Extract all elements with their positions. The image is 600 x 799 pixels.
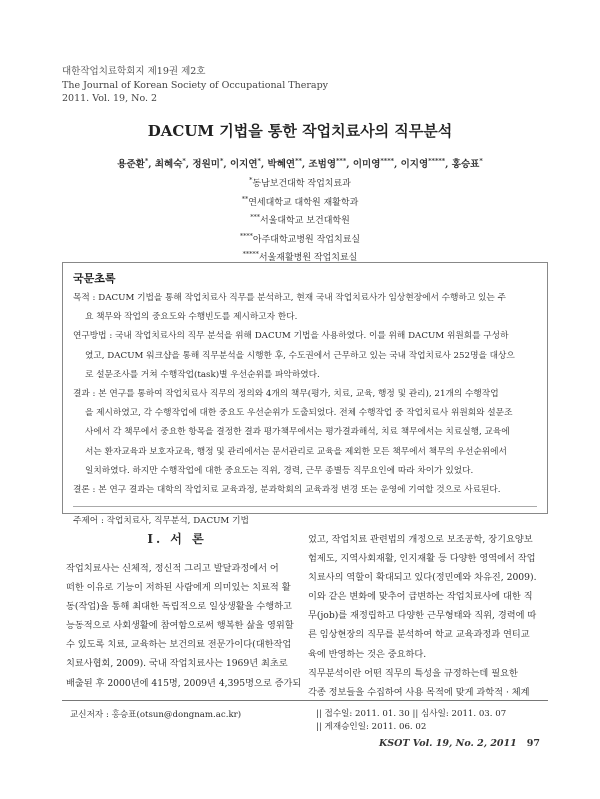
author-affiliation-mark: ***** xyxy=(428,156,446,165)
author-affiliation-mark: * xyxy=(182,156,186,165)
abstract-line: 일치하였다. 하지만 수행작업에 대한 중요도는 직위, 경력, 근무 종별등 직무요인에 따라 차이가 있었다. xyxy=(85,465,474,476)
footer-divider xyxy=(62,700,548,701)
abstract-line: 을 제시하였고, 각 수행작업에 대한 중요도 우선순위가 도출되었다. 전체 수행작업 중 작업치료사 위원회와 설문조 xyxy=(85,408,513,419)
right-column-text xyxy=(308,530,538,702)
submission-dates xyxy=(316,708,506,734)
author-name: 최혜숙 xyxy=(154,159,183,170)
body-text-line: 각종 정보들을 수집하여 사용 목적에 맞게 과학적 · 체계 xyxy=(308,686,530,698)
affiliation-item xyxy=(0,212,600,231)
accepted-date: || 게재승인일: 2011. 06. 02 xyxy=(316,722,427,732)
affiliation-text: 연세대학교 대학원 재활학과 xyxy=(248,197,359,208)
corresponding-author: 교신저자 : 홍승표(otsun@dongnam.ac.kr) xyxy=(70,710,242,720)
author-name: 조범영 xyxy=(308,159,337,170)
affiliation-item xyxy=(0,231,600,250)
author-affiliation-mark: * xyxy=(257,156,261,165)
affiliation-text: 서울재활병원 작업치료실 xyxy=(258,253,358,263)
body-text-line: 배출된 후 2000년에 415명, 2009년 4,395명으로 증가되 xyxy=(66,677,302,689)
author-name: 이미영 xyxy=(352,159,381,170)
abstract-heading: 국문초록 xyxy=(73,272,116,285)
affiliation-mark: * xyxy=(249,176,253,184)
affiliation-mark: *** xyxy=(250,213,260,221)
page-footer xyxy=(379,738,540,749)
body-text-line: 동(작업)을 통해 최대한 독립적으로 일상생활을 수행하고 xyxy=(66,601,292,613)
abstract-line: 요 책무와 작업의 중요도와 수행빈도를 제시하고자 한다. xyxy=(85,312,298,323)
author-list: 용준환*, 최혜숙*, 정원미*, 이지연*, 박혜연**, 조범영***, 이미영****, 이지영*****, 홍승표* xyxy=(117,156,483,170)
author-name: 홍승표 xyxy=(451,159,480,170)
journal-header xyxy=(62,65,328,106)
body-text-line: 능동적으로 사회생활에 참여함으로써 행복한 삶을 영위할 xyxy=(66,620,294,632)
abstract-line: 사에서 각 책무에서 중요한 항목을 결정한 결과 평가책무에서는 평가결과해석, 치료 책무에서는 치료실행, 교육에 xyxy=(85,427,510,438)
affiliation-mark: ***** xyxy=(242,250,259,258)
abstract-body xyxy=(73,289,537,500)
affiliation-item xyxy=(0,194,600,213)
journal-english-name: The Journal of Korean Society of Occupational Therapy xyxy=(62,79,329,91)
section-heading-introduction: Ⅰ. 서 론 xyxy=(147,532,207,546)
author-name: 박혜연 xyxy=(267,159,296,170)
received-reviewed-dates: || 접수일: 2011. 01. 30 || 심사일: 2011. 03. 07 xyxy=(316,709,507,719)
body-text-line: 른 임상현장의 직무를 분석하여 학교 교육과정과 연티교 xyxy=(308,629,530,641)
author-name: 이지영 xyxy=(400,159,429,170)
affiliation-mark: ** xyxy=(241,194,249,203)
author-name: 이지연 xyxy=(229,159,258,170)
abstract-line: 결과 : 본 연구를 통하여 작업치료사 직무의 정의와 4개의 책무(평가, 치료, 교육, 행정 및 관리), 21개의 수행작업 xyxy=(73,389,499,400)
journal-korean-name: 대한작업치료학회지 제19권 제2호 xyxy=(62,66,206,77)
author-affiliation-mark: ** xyxy=(295,156,302,165)
body-text-line: 치료사협회, 2009). 국내 작업치료사는 1969년 최초로 xyxy=(66,658,288,670)
affiliation-list xyxy=(0,175,600,268)
author-affiliation-mark: *** xyxy=(336,156,347,165)
journal-volume: 2011. Vol. 19, No. 2 xyxy=(62,93,158,104)
author-affiliation-mark: * xyxy=(479,156,483,165)
body-text-line: 험제도, 지역사회재활, 인지재활 등 다양한 영역에서 작업 xyxy=(308,553,536,565)
abstract-line: 로 설문조사를 거쳐 수행작업(task)별 우선순위를 파악하였다. xyxy=(85,369,320,380)
paper-title: DACUM 기법을 통한 작업치료사의 직무분석 xyxy=(147,122,453,140)
journal-reference: KSOT Vol. 19, No. 2, 2011 xyxy=(378,738,517,749)
body-text-line: 이와 같은 변화에 맞추어 급변하는 작업치료사에 대한 직 xyxy=(308,591,533,603)
body-text-line: 무(job)를 재정립하고 다양한 근무형태와 직위, 경력에 따 xyxy=(308,610,537,622)
abstract-box xyxy=(62,262,548,527)
abstract-line: 연구방법 : 국내 작업치료사의 직무 분석을 위해 DACUM 기법을 사용하였다. 이를 위해 DACUM 위원회를 구성하 xyxy=(73,331,509,342)
author-affiliation-mark: **** xyxy=(380,156,394,165)
abstract-divider xyxy=(73,506,537,507)
abstract-line: 목적 : DACUM 기법을 통해 작업치료사 직무를 분석하고, 현재 국내 작업치료사가 임상현장에서 수행하고 있는 주 xyxy=(73,293,506,303)
abstract-line: 였고, DACUM 워크샵을 통해 직무분석을 시행한 후, 수도권에서 근무하고 있는 국내 작업치료사 252명을 대상으 xyxy=(85,350,515,361)
author-affiliation-mark: * xyxy=(144,156,149,165)
body-text-line: 수 있도록 치료, 교육하는 보건의료 전문가이다(대한작업 xyxy=(66,639,292,651)
body-text-line: 치료사의 역할이 확대되고 있다(정민예와 차유진, 2009). xyxy=(308,572,537,584)
affiliation-text: 동남보건대학 작업치료과 xyxy=(252,179,351,189)
author-name: 정원미 xyxy=(192,159,220,170)
body-text-line: 떠한 이유로 기능이 저하된 사람에게 의미있는 치료적 활 xyxy=(66,582,291,594)
affiliation-text: 아주대학교병원 작업치료실 xyxy=(252,234,361,245)
body-text-line: 었고, 작업치료 관련법의 개정으로 보조공학, 장기요양보 xyxy=(308,534,533,545)
author-name: 용준환 xyxy=(117,159,145,170)
body-text-line: 직무분석이란 어떤 직무의 특성을 규정하는데 필요한 xyxy=(308,667,518,679)
author-affiliation-mark: * xyxy=(219,156,224,165)
body-text-line: 육에 반영하는 것은 중요하다. xyxy=(308,648,427,660)
abstract-line: 결론 : 본 연구 결과는 대학의 작업치료 교육과정, 분과학회의 교육과정 변경 또는 운영에 기여할 것으로 사료된다. xyxy=(73,485,501,496)
body-text-line: 작업치료사는 신체적, 정신적 그리고 발달과정에서 어 xyxy=(66,563,279,574)
affiliation-mark: **** xyxy=(239,231,253,240)
keywords: 주제어 : 작업치료사, 직무분석, DACUM 기법 xyxy=(73,516,249,527)
affiliation-item xyxy=(0,175,600,194)
left-column-text xyxy=(66,559,302,693)
affiliation-text: 서울대학교 보건대학원 xyxy=(259,216,350,226)
page-number: 97 xyxy=(526,738,540,749)
abstract-line: 서는 환자교육과 보호자교육, 행정 및 관리에서는 문서관리로 교육을 제외한 모든 책무에서 책무의 우선순위에서 xyxy=(85,446,507,457)
